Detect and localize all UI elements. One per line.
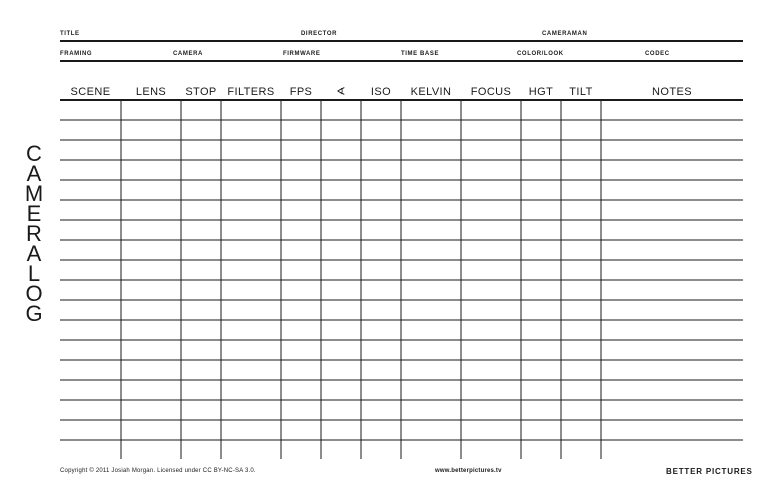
side-title-letter: C: [26, 141, 42, 166]
col-header-kelvin: KELVIN: [410, 86, 452, 98]
side-title-letter: O: [25, 281, 43, 306]
col-header-fps: FPS: [289, 86, 313, 98]
side-title-letter: G: [25, 301, 43, 326]
col-header-focus: FOCUS: [470, 86, 512, 98]
copyright-text: Copyright © 2011 Josiah Morgan. Licensed under CC BY-NC-SA 3.0.: [60, 468, 256, 474]
col-header-filters: FILTERS: [227, 86, 275, 98]
side-title-letter: M: [24, 181, 44, 206]
col-header-notes: NOTES: [652, 86, 692, 98]
website-link[interactable]: www.betterpictures.tv: [435, 468, 502, 474]
brand-logo-text: BETTER PICTURES: [666, 467, 753, 476]
side-title-letter: R: [26, 221, 42, 246]
title-label: TITLE: [60, 31, 80, 37]
side-title-camera-log: [24, 141, 44, 326]
col-header-stop: STOP: [185, 86, 217, 98]
col-header-tilt: TILT: [569, 86, 593, 98]
header-rule-1: [60, 40, 743, 42]
framing-label: FRAMING: [60, 51, 93, 57]
camera-log-table: [60, 85, 743, 459]
col-header-hgt: HGT: [528, 86, 554, 98]
side-title-letter: A: [26, 161, 42, 186]
log-grid: [60, 85, 743, 459]
time-base-label: TIME BASE: [401, 51, 440, 57]
firmware-label: FIRMWARE: [283, 51, 321, 57]
col-header-iso: ISO: [370, 86, 392, 98]
side-title-letter: E: [26, 201, 42, 226]
header-rule-2: [60, 60, 743, 62]
camera-label: CAMERA: [173, 51, 203, 57]
col-header-shutter-angle: ∢: [336, 86, 346, 98]
codec-label: CODEC: [645, 51, 670, 57]
col-header-lens: LENS: [135, 86, 167, 98]
col-header-scene: SCENE: [70, 86, 111, 98]
color-look-label: COLOR/LOOK: [517, 51, 564, 57]
side-title-letter: L: [27, 261, 41, 286]
director-label: DIRECTOR: [301, 31, 338, 37]
side-title-letter: A: [26, 241, 42, 266]
cameraman-label: CAMERAMAN: [542, 31, 588, 37]
